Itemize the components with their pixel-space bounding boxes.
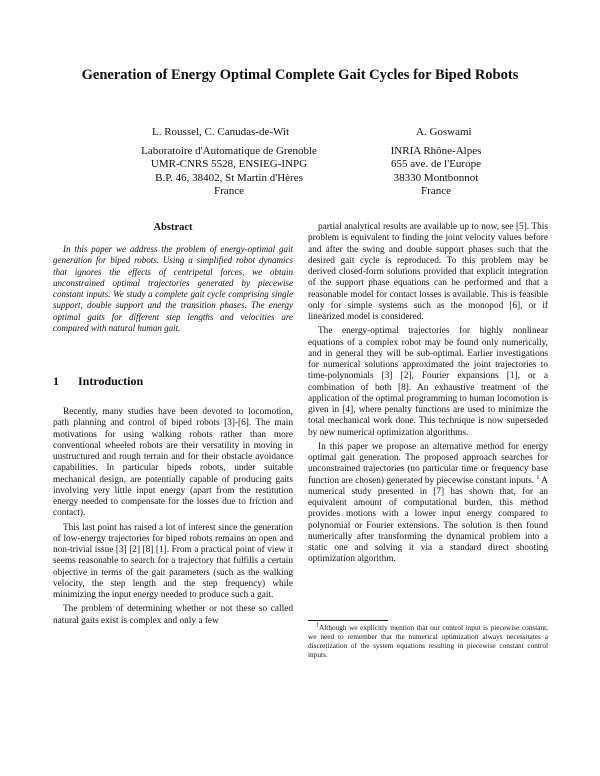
section-number: 1 xyxy=(53,374,59,388)
affil-line: INRIA Rhône-Alpes xyxy=(390,145,482,157)
footnote-mark: 1 xyxy=(316,622,319,629)
affil-line: B.P. 46, 38402, St Martin d'Hères xyxy=(155,171,303,184)
paragraph-text: A numerical study presented in [7] has shown that, for an equivalent amount of computational burden, this method provides motions with a lower input energy compared to polynomial or Fourier extensions. The solution is then found numerically after transforming the dynamical problem into a static one and solving it via a standard direct shooting optimization algorithm. xyxy=(308,475,548,565)
paragraph xyxy=(308,442,548,566)
affil-line: France xyxy=(421,185,451,198)
intro-column xyxy=(53,407,293,630)
affil-line: UMR-CNRS 5528, ENSIEG-INPG xyxy=(150,158,308,171)
paper-title: Generation of Energy Optimal Complete Gait Cycles for Biped Robots xyxy=(81,67,519,83)
footnote-ref: 1 xyxy=(536,474,540,481)
affil-line: Laboratoire d'Automatique de Grenoble xyxy=(141,145,317,157)
section-title: Introduction xyxy=(78,374,144,388)
paragraph: Recently, many studies have been devoted to locomotion, path planning and control of biped robots [3]-[6]. The main motivations for using walking robots rather than more conventional wheeled robots are their versatility in moving in unstructured and rough terrain and for their obstacle avoidance capabilities. In particular bipeds robots, under suitable mechanical design, are potentially capable of producing gaits involving very little input energy (apart from the restitution energy needed to compensate for the losses due to friction and contact). xyxy=(53,407,293,519)
abstract-body: In this paper we address the problem of energy-optimal gait generation for biped robots. Using a simplified robot dynamics that ignores the effects of centripetal forces, we obtain unconstrained optimal trajectories generated by piecewise constant inputs. We study a complete gait cycle comprising single support, double support and the transition phases. The energy optimal gaits for different step lengths and velocities are compared with natural human gait. xyxy=(53,244,293,333)
affil-line: 38330 Montbonnot xyxy=(393,171,479,184)
right-column xyxy=(308,222,548,569)
paragraph: The problem of determining whether or not these so called natural gaits exist is complex and only a few xyxy=(53,604,293,626)
affiliation-left xyxy=(100,145,358,199)
section-heading xyxy=(53,374,143,389)
footnote xyxy=(308,624,548,660)
paragraph: partial analytical results are available up to now, see [5]. This problem is equivalent to finding the joint velocity values before and after the swing and double support phases such that the desired gait cycle is reproduced. To this problem may be derived closed-form solutions provided that explicit integration of the support phase equations can be performed and that a reasonable model for contact losses is available. This is feasible only for simple systems such as the monopod [6], or if linearized model is considered. xyxy=(308,222,548,322)
affiliation-right xyxy=(372,145,500,199)
footnote-text: Although we explicitly mention that our control input is piecewise constant, we need to remember that the numerical optimization always necessitates a discretization of the system equations resulting in piecewise constant control inputs. xyxy=(308,623,548,659)
footnote-rule xyxy=(308,620,388,621)
paragraph-text: In this paper we propose an alternative method for energy optimal gait generation. The proposed approach searches for unconstrained trajectories (no particular time or frequency base function are chosen) generated by piecewise constant inputs. xyxy=(308,441,548,486)
paragraph: The energy-optimal trajectories for highly nonlinear equations of a complex robot may be found only numerically, and in general they will be sub-optimal. Earlier investigations for numerical solutions approximated the joint trajectories to time-polynomials [3] [2], Fourier expansions [1], or a combination of both [8]. An exhaustive treatment of the application of the optimal programming to human locomotion is given in [4], where penalty functions are used to minimize the total mechanical work done. This technique is now superseded by new numerical optimization algorithms. xyxy=(308,326,548,438)
abstract-heading: Abstract xyxy=(153,222,193,233)
authors-right: A. Goswami xyxy=(416,126,472,138)
affil-line: France xyxy=(214,185,244,198)
affil-line: 655 ave. de l'Europe xyxy=(391,158,481,171)
authors-left: L. Roussel, C. Canudas-de-Wit xyxy=(152,126,290,138)
paragraph: This last point has raised a lot of interest since the generation of low-energy trajectories for biped robots remains an open and non-trivial issue [3] [2] [8] [1]. From a practical point of view it seems reasonable to search for a trajectory that fulfills a certain objective in terms of the gait parameters (such as the walking velocity, the step length and the step frequency) while minimizing the input energy needed to produce such a gait. xyxy=(53,522,293,600)
